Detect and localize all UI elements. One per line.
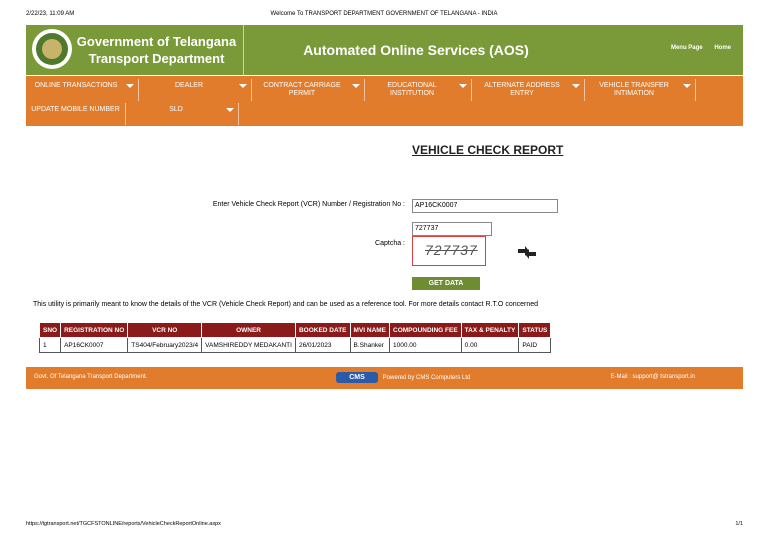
menu-alternate-address-entry[interactable] xyxy=(472,79,585,101)
footer-department: Govt. Of Telangana Transport Department. xyxy=(34,374,148,380)
cell-sno: 1 xyxy=(40,338,61,353)
chevron-down-icon xyxy=(226,108,234,112)
print-url: https://tgtransport.net/TGCFSTONLINE/reports/VehicleCheckReportOnline.aspx xyxy=(26,521,221,527)
chevron-down-icon xyxy=(126,84,134,88)
menu-dealer[interactable] xyxy=(139,79,252,101)
footer-powered-text: Powered by CMS Computers Ltd xyxy=(382,375,471,382)
print-page-title: Welcome To TRANSPORT DEPARTMENT GOVERNMENT OF TELANGANA - INDIA xyxy=(270,11,498,17)
col-owner: OWNER xyxy=(202,323,296,338)
menu-update-mobile-number[interactable] xyxy=(26,103,126,125)
menu-label: ALTERNATE ADDRESS ENTRY xyxy=(484,82,560,97)
chevron-down-icon xyxy=(459,84,467,88)
telangana-emblem-icon xyxy=(32,29,72,69)
captcha-image-text: 727737 xyxy=(425,242,478,258)
top-links xyxy=(661,45,731,51)
get-data-button[interactable]: GET DATA xyxy=(412,277,480,290)
chevron-down-icon xyxy=(352,84,360,88)
col-registration-no: REGISTRATION NO xyxy=(61,323,128,338)
cms-logo-icon: CMS xyxy=(336,372,378,383)
cell-status: PAID xyxy=(519,338,551,353)
menu-online-transactions[interactable] xyxy=(26,79,139,101)
col-compounding-fee: COMPOUNDING FEE xyxy=(390,323,462,338)
print-datetime: 2/22/23, 11:09 AM xyxy=(26,11,75,17)
menu-label: EDUCATIONAL INSTITUTION xyxy=(387,82,437,97)
cell-mvi-name: B.Shanker xyxy=(350,338,390,353)
col-vcr-no: VCR NO xyxy=(128,323,202,338)
vcr-results-table xyxy=(39,322,551,353)
cell-compounding-fee: 1000.00 xyxy=(390,338,462,353)
menu-vehicle-transfer-intimation[interactable] xyxy=(585,79,696,101)
refresh-captcha-icon[interactable] xyxy=(516,243,538,259)
menu-label: CONTRACT CARRIAGE PERMIT xyxy=(263,82,341,97)
cell-vcr-no: TS404/February2023/4 xyxy=(128,338,202,353)
vcr-number-input[interactable]: AP16CK0007 xyxy=(412,199,558,213)
menu-contract-carriage-permit[interactable] xyxy=(252,79,365,101)
menu-label: ONLINE TRANSACTIONS xyxy=(34,82,118,89)
print-footer xyxy=(26,521,743,527)
footer-email: E-Mail : support@ tstransport.in xyxy=(610,374,695,380)
col-mvi-name: MVI NAME xyxy=(350,323,390,338)
menu-page-link[interactable]: Menu Page xyxy=(670,45,703,51)
col-booked-date: BOOKED DATE xyxy=(295,323,350,338)
menu-educational-institution[interactable] xyxy=(365,79,472,101)
print-header xyxy=(0,11,768,21)
page-title: VEHICLE CHECK REPORT xyxy=(412,143,564,157)
menu-sld[interactable] xyxy=(126,103,239,125)
cell-tax-penalty: 0.00 xyxy=(461,338,519,353)
menu-label: SLD xyxy=(169,106,183,113)
gov-line-2: Transport Department xyxy=(88,51,225,66)
portal-title: Automated Online Services (AOS) xyxy=(303,42,529,58)
captcha-label: Captcha : xyxy=(375,240,405,247)
footer-powered-by xyxy=(336,372,470,383)
vcr-field-label: Enter Vehicle Check Report (VCR) Number / Registration No : xyxy=(212,201,405,208)
info-note: This utility is primarily meant to know the details of the VCR (Vehicle Check Report) and can be used as a reference tool. For more details contact R.T.O concerned xyxy=(33,301,539,308)
cell-registration-no: AP16CK0007 xyxy=(61,338,128,353)
home-link[interactable]: Home xyxy=(714,45,731,51)
col-sno: SNO xyxy=(40,323,61,338)
main-menu xyxy=(26,76,743,126)
cell-owner: VAMSHIREDDY MEDAKANTI xyxy=(202,338,296,353)
print-page-number: 1/1 xyxy=(735,521,743,527)
site-footer xyxy=(26,367,743,389)
menu-label: UPDATE MOBILE NUMBER xyxy=(31,106,120,113)
chevron-down-icon xyxy=(572,84,580,88)
col-status: STATUS xyxy=(519,323,551,338)
table-header-row xyxy=(40,323,551,338)
site-banner xyxy=(26,25,743,75)
department-title xyxy=(74,33,239,67)
cell-booked-date: 26/01/2023 xyxy=(295,338,350,353)
captcha-image xyxy=(412,236,486,266)
gov-line-1: Government of Telangana xyxy=(76,34,237,49)
menu-label: DEALER xyxy=(174,82,203,89)
captcha-input[interactable]: 727737 xyxy=(412,222,492,236)
menu-label: VEHICLE TRANSFER INTIMATION xyxy=(599,82,669,97)
chevron-down-icon xyxy=(683,84,691,88)
department-brand xyxy=(26,25,244,75)
chevron-down-icon xyxy=(239,84,247,88)
col-tax-penalty: TAX & PENALTY xyxy=(461,323,519,338)
table-row xyxy=(40,338,551,353)
